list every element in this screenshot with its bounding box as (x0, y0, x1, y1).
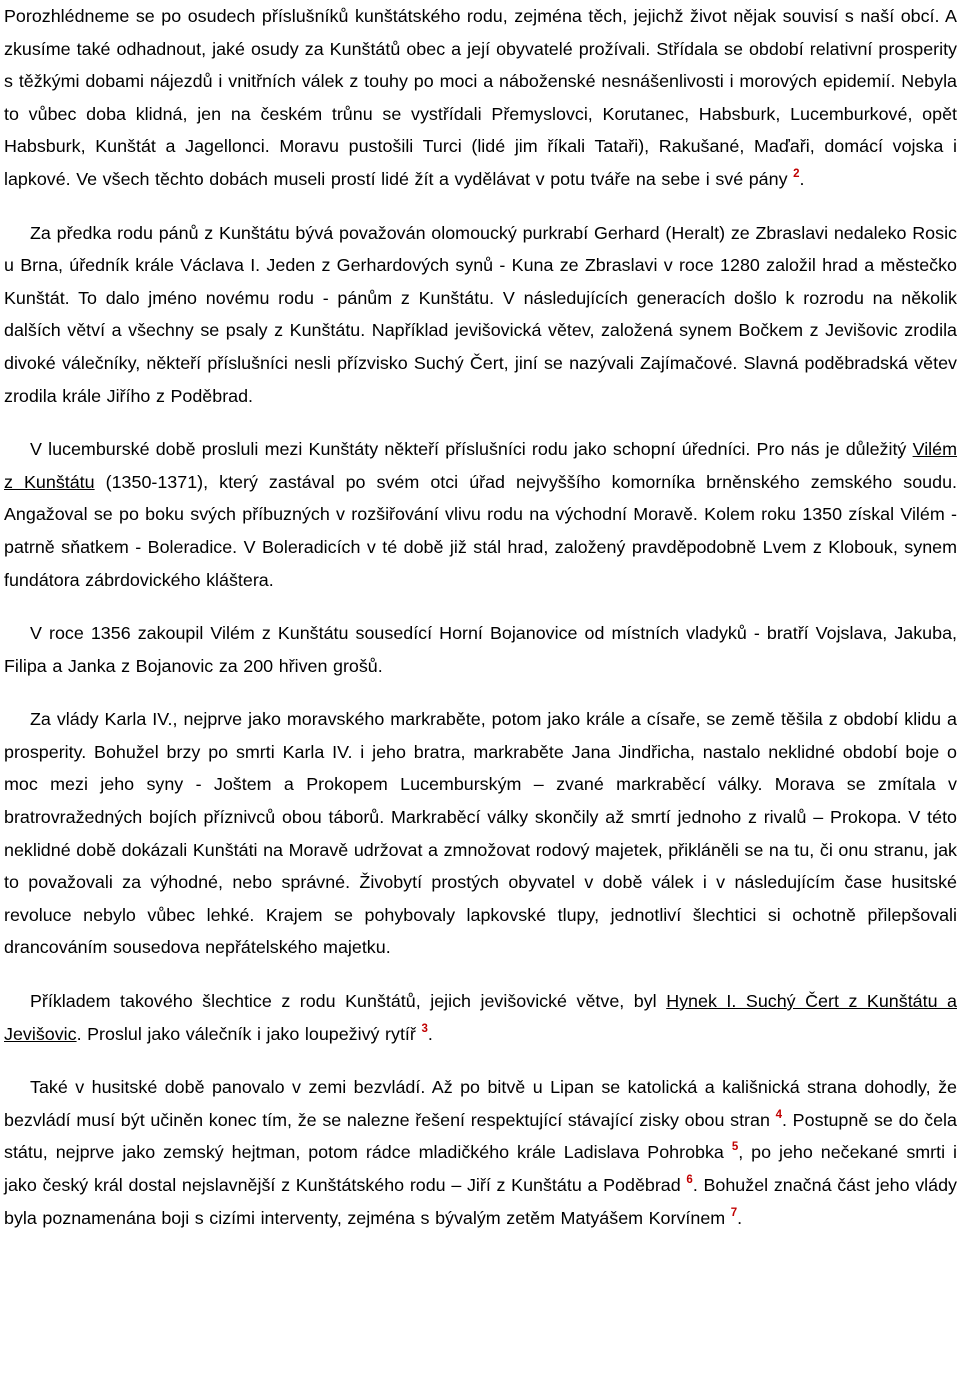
footnote-ref[interactable]: 7 (730, 1206, 738, 1219)
paragraph-1 (4, 0, 957, 196)
paragraph-text: V roce 1356 zakoupil Vilém z Kunštátu sousedící Horní Bojanovice od místních vladyků - bratří Vojslava, Jakuba, Filipa a Janka z Bojanovic za 200 hřiven grošů. (4, 623, 957, 676)
paragraph-text: Příkladem takového šlechtice z rodu Kunštátů, jejich jevišovické větve, byl (30, 991, 667, 1012)
paragraph-text: . (427, 1023, 433, 1044)
paragraph-text: (1350-1371), který zastával po svém otci úřad nejvyššího komorníka brněnského zemského soudu. Angažoval se po boku svých příbuzných v rozšiřování vlivu rodu na východní Moravě. Kolem roku 1350 získal Vilém - patrně sňatkem - Boleradice. V Boleradicích v té době již stál hrad, založený pravděpodobně Lvem z Klobouk, synem fundátora zábrdovického kláštera. (4, 471, 957, 590)
footnote-ref[interactable]: 6 (686, 1174, 693, 1186)
paragraph-text: . Postupně se do čela státu, nejprve jako zemský hejtman, potom rádce mladičkého krále Ladislava Pohrobka (4, 1109, 957, 1163)
paragraph-text: Také v husitské době panovalo v zemi bezvládí. Až po bitvě u Lipan se katolická a kališnická strana dohodly, že bezvládí musí být učiněn konec tím, že se nalezne řešení respektující stávající zisky obou stran (4, 1077, 957, 1130)
paragraph-6 (4, 985, 957, 1050)
paragraph-3 (4, 433, 957, 596)
person-link[interactable]: Hynek I. Suchý Čert z Kunštátu a Jevišovic (4, 991, 957, 1044)
footnote-ref[interactable]: 5 (731, 1141, 739, 1154)
paragraph-text: Porozhlédneme se po osudech příslušníků kunštátského rodu, zejména těch, jejichž život nějak souvisí s naší obcí. A zkusíme také odhadnout, jaké osudy za Kunštátů obec a její obyvatelé prožívali. Střídala se období relativní prosperity s těžkými dobami nájezdů i vnitřních válek z touhy po moci a náboženské nesnášenlivosti i morových epidemií. Nebyla to vůbec doba klidná, jen na českém trůnu se vystřídali Přemyslovci, Korutanec, Habsburk, Lucemburkové, opět Habsburk, Kunštát a Jagellonci. Moravu pustošili Turci (lidé jim říkali Tataři), Rakušané, Maďaři, domácí vojska i lapkové. Ve všech těchto dobách museli prostí lidé žít a vydělávat v potu tváře na sebe i své pány (4, 6, 957, 189)
paragraph-2 (4, 217, 957, 413)
paragraph-text: Za vlády Karla IV., nejprve jako moravského markraběte, potom jako krále a císaře, se země těšila z období klidu a prosperity. Bohužel brzy po smrti Karla IV. i jeho bratra, markraběte Jana Jindřicha, nastalo neklidné období boje o moc mezi jeho syny - Joštem a Prokopem Lucemburským – zvané markraběcí války. Morava se zmítala v bratrovražedných bojích příznivců obou táborů. Markraběcí války skončily až smrtí jednoho z rivalů – Prokopa. V této neklidné době dokázali Kunštáti na Moravě udržovat a zmnožovat rodový majetek, přikláněli se na tu, či onu stranu, jak to považovali za výhodné, nebo správné. Živobytí prostých obyvatel v době válek i v následujícím čase husitské revoluce nebylo vůbec lehké. Krajem se pohybovaly lapkovské tlupy, jednotliví šlechtici si ochotně přilepšovali drancováním sousedova nepřátelského majetku. (4, 709, 957, 958)
paragraph-text: . Bohužel značná část jeho vlády byla poznamenána boji s cizími interventy, zejména s bývalým zetěm Matyášem Korvínem (4, 1175, 958, 1228)
footnote-ref[interactable]: 4 (775, 1108, 783, 1121)
document-page (4, 0, 957, 1234)
paragraph-text: . Proslul jako válečník i jako loupeživý rytíř (76, 1023, 422, 1044)
footnote-ref[interactable]: 2 (793, 167, 800, 180)
paragraph-text: , po jeho nečekané smrti i jako český král dostal nejslavnější z Kunštátského rodu – Jiří z Kunštátu a Poděbrad (4, 1142, 957, 1195)
paragraph-text: Za předka rodu pánů z Kunštátu bývá považován olomoucký purkrabí Gerhard (Heralt) ze Zbraslavi nedaleko Rosic u Brna, úředník krále Václava I. Jeden z Gerhardových synů - Kuna ze Zbraslavi v roce 1280 založil hrad a městečko Kunštát. To dalo jméno novému rodu - pánům z Kunštátu. V následujících generacích došlo k rozrodu na několik dalších větví a všechny se psaly z Kunštátu. Například jevišovická větev, založená synem Bočkem z Jevišovic zrodila divoké válečníky, někteří příslušníci nesli přízvisko Suchý Čert, jiní se nazývali Zajímačové. Slavná poděbradská větev zrodila krále Jiřího z Poděbrad. (4, 222, 957, 406)
footnote-ref[interactable]: 3 (421, 1022, 428, 1035)
paragraph-text: . (799, 168, 805, 189)
paragraph-4 (4, 617, 957, 682)
person-link[interactable]: Vilém z Kunštátu (4, 439, 957, 492)
paragraph-7 (4, 1071, 957, 1234)
paragraph-5 (4, 703, 957, 964)
paragraph-text: V lucemburské době prosluli mezi Kunštáty někteří příslušníci rodu jako schopní úředníci. Pro nás je důležitý (30, 439, 913, 460)
paragraph-text: . (737, 1207, 743, 1228)
